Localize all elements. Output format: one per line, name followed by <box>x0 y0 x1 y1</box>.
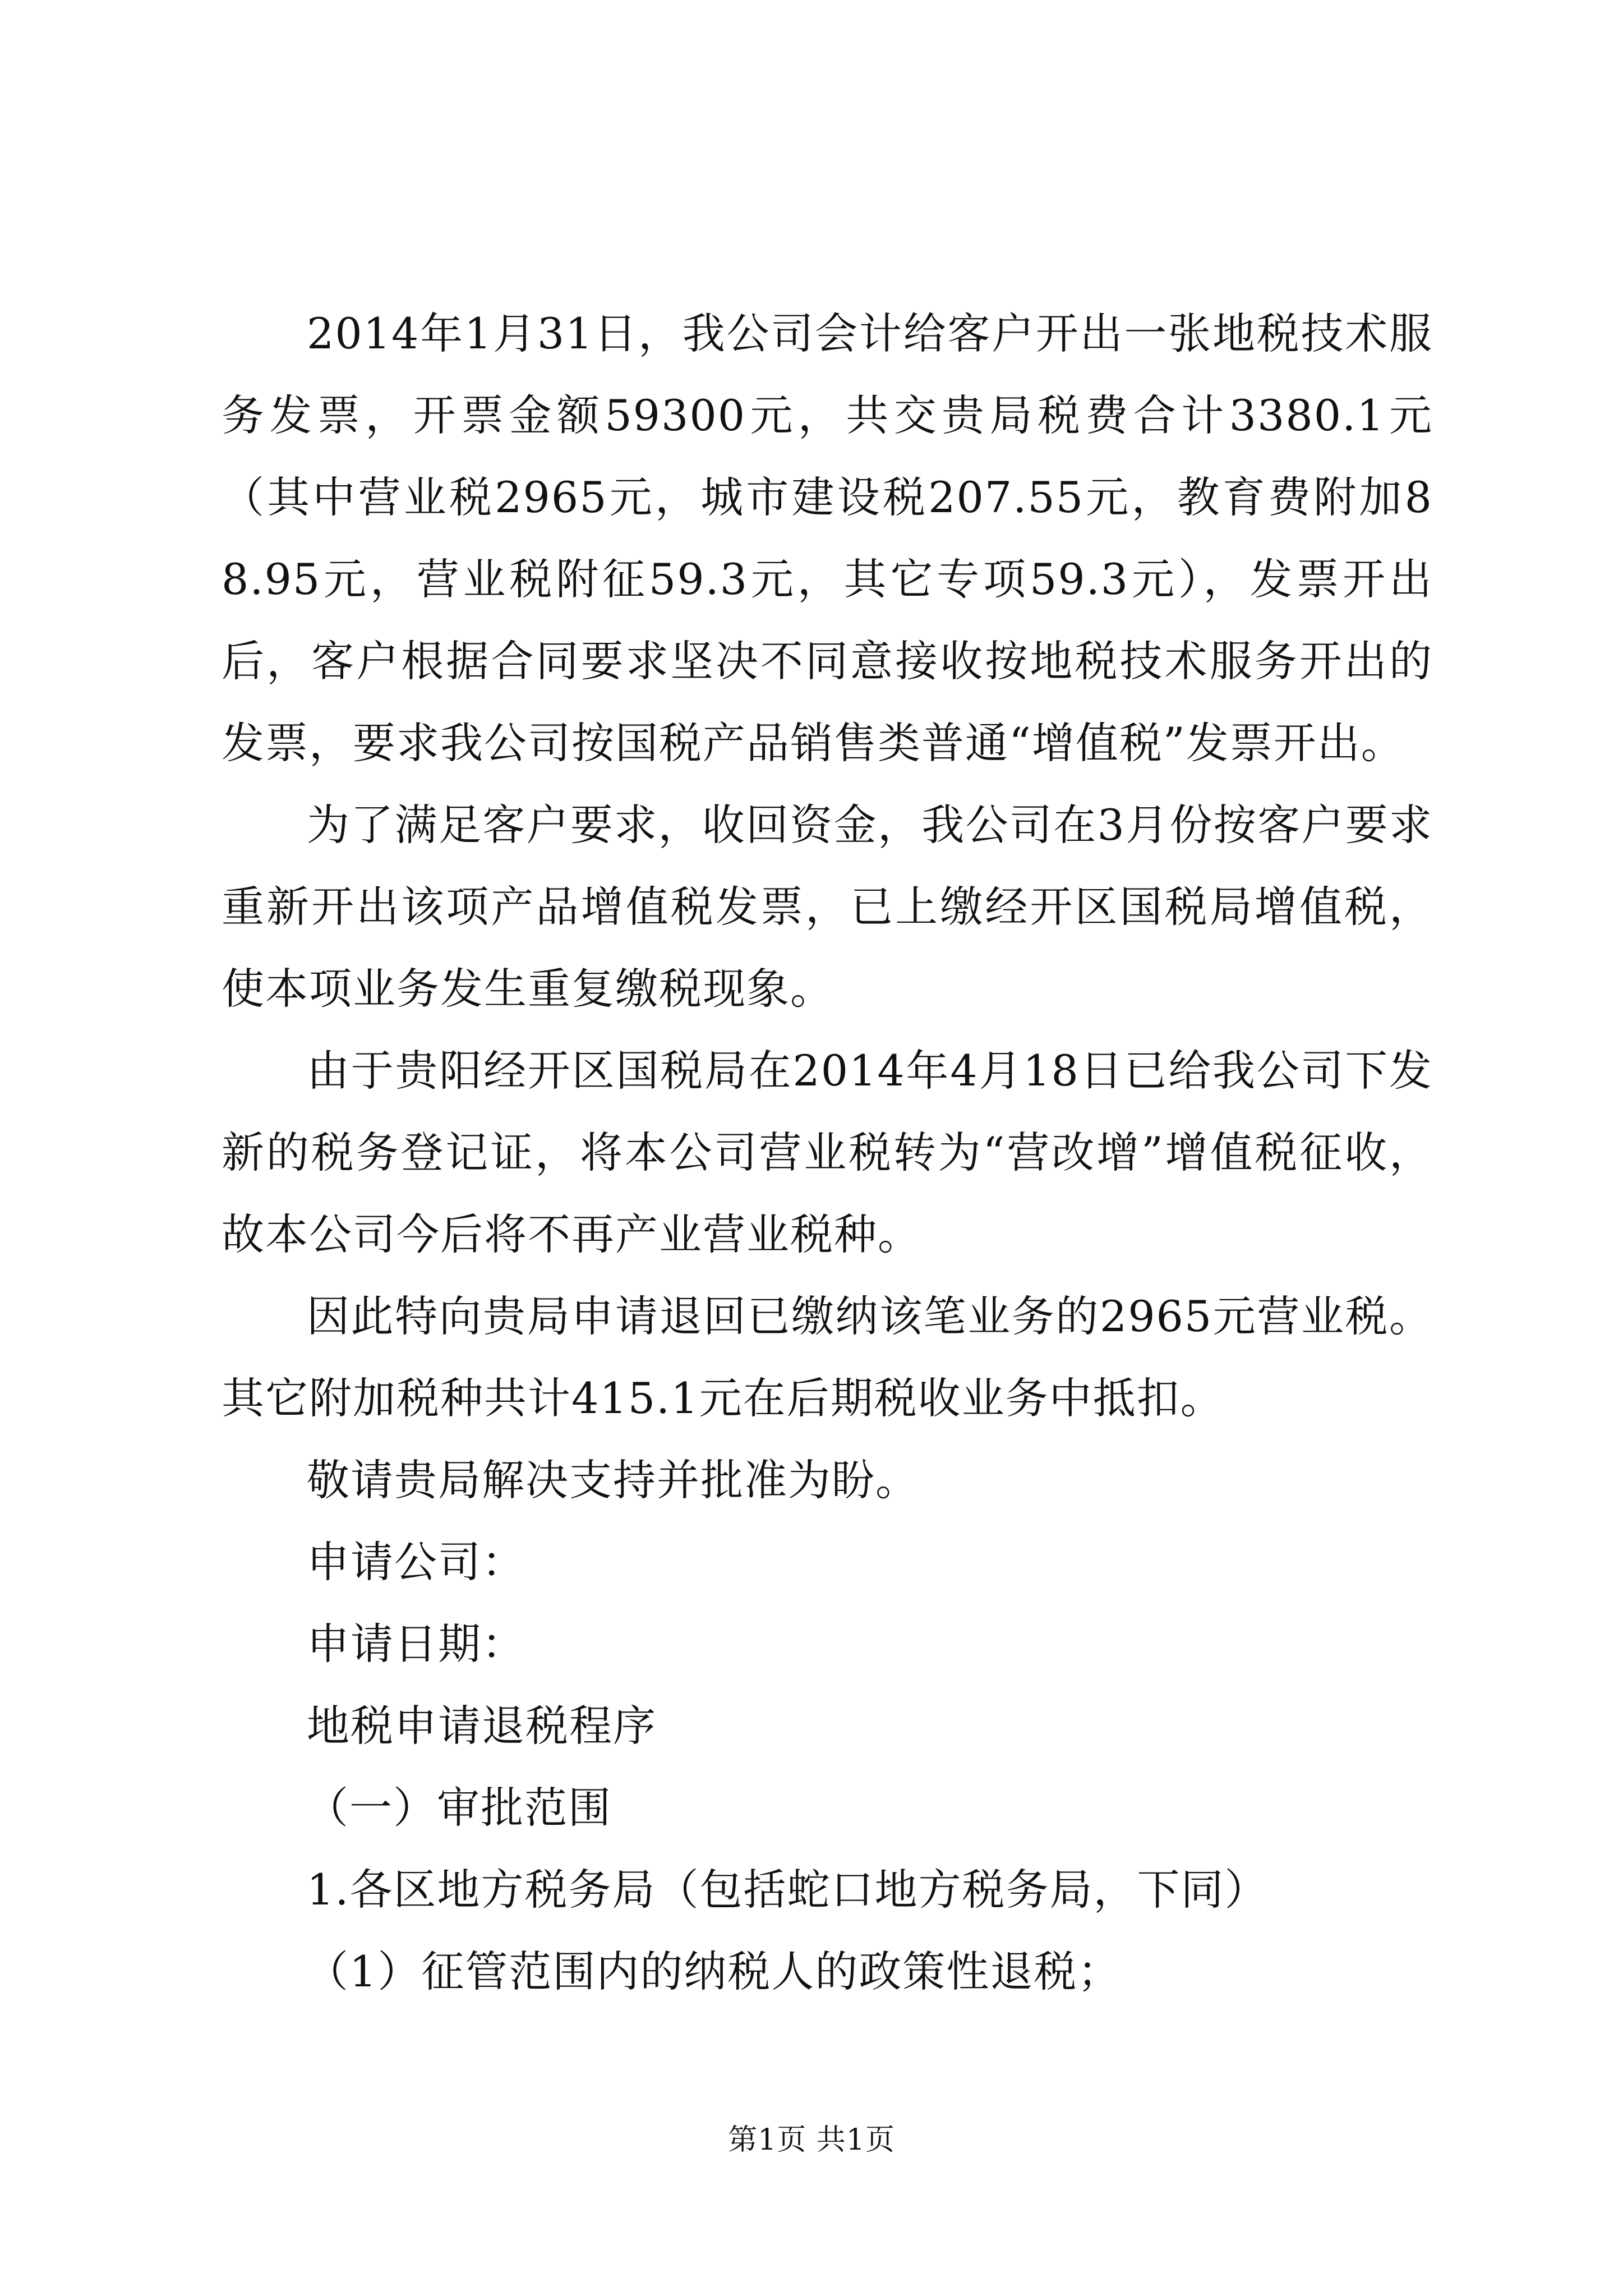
applicant-company-label: 申请公司： <box>307 1537 525 1587</box>
closing-line: 敬请贵局解决支持并批准为盼。 <box>307 1455 919 1505</box>
paragraph-tax-registration: 由于贵阳经开区国税局在2014年4月18日已给我公司下发新的税务登记证，将本公司营业税转为“营改增”增值税征收，故本公司今后将不再产业营业税种。 <box>222 1046 1433 1259</box>
page-footer: 第1页 共1页 <box>728 2123 895 2157</box>
application-date-label: 申请日期： <box>307 1619 525 1669</box>
section-title: 地税申请退税程序 <box>307 1701 657 1751</box>
paragraph-invoice-background: 2014年1月31日，我公司会计给客户开出一张地税技术服务发票，开票金额59300元，共交贵局税费合计3380.1元（其中营业税2965元，城市建设税207.55元，教育费附加88.95元，营业税附征59.3元，其它专项59.3元），发票开出后，客户根据合同要求坚决不同意接收按地税技术服务开出的发票，要求我公司按国税产品销售类普通“增值税”发票开出。 <box>222 309 1433 768</box>
document-body <box>222 293 1433 2013</box>
paragraph-reissue-invoice: 为了满足客户要求，收回资金，我公司在3月份按客户要求重新开出该项产品增值税发票，已上缴经开区国税局增值税，使本项业务发生重复缴税现象。 <box>222 800 1433 1014</box>
list-item-1-1: （1）征管范围内的纳税人的政策性退税； <box>306 1947 1122 1996</box>
subsection-title: （一）审批范围 <box>306 1783 612 1833</box>
list-item-1: 1.各区地方税务局（包括蛇口地方税务局，下同） <box>307 1865 1269 1915</box>
paragraph-refund-request: 因此特向贵局申请退回已缴纳该笔业务的2965元营业税。其它附加税种共计415.1元在后期税收业务中抵扣。 <box>222 1291 1433 1423</box>
